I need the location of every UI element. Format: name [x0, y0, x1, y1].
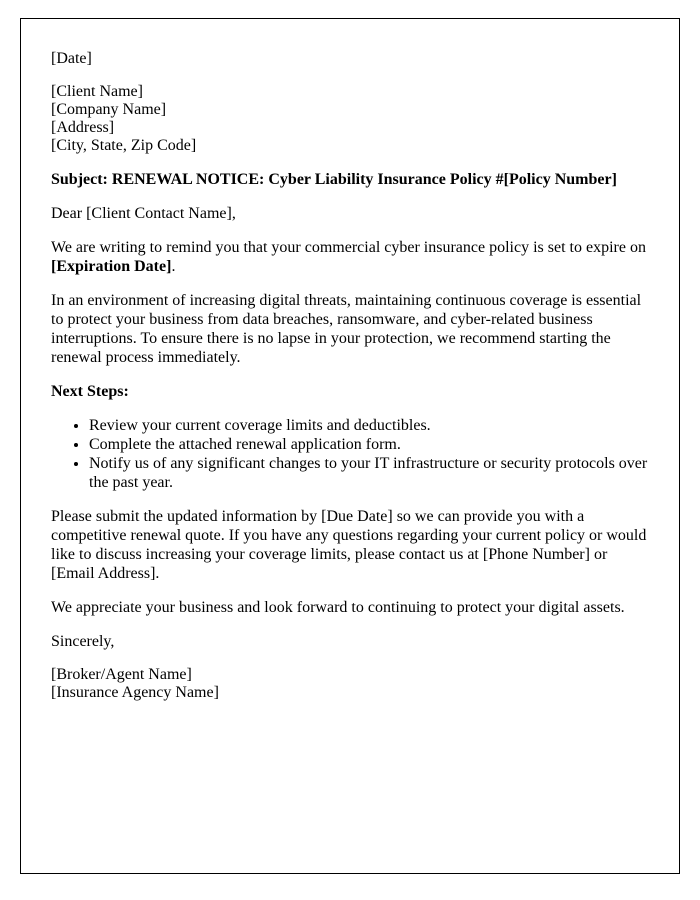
salutation: Dear [Client Contact Name], [51, 205, 236, 222]
subject-line: Subject: RENEWAL NOTICE: Cyber Liability Insurance Policy #[Policy Number] [51, 171, 617, 188]
signature-line-agency-name: [Insurance Agency Name] [51, 684, 219, 701]
signature-block [51, 666, 649, 702]
paragraph-environment: In an environment of increasing digital threats, maintaining continuous coverage is essential to protect your business from data breaches, ransomware, and cyber-related business interruptions. To ensure there is no lapse in your protection, we recommend starting the renewal process immediately. [51, 292, 642, 366]
letter-page [20, 18, 680, 874]
paragraph-submit: Please submit the updated information by [Due Date] so we can provide you with a competitive renewal quote. If you have any questions regarding your current policy or would like to discuss increasing your coverage limits, please contact us at [Phone Number] or [Email Address]. [51, 508, 647, 582]
next-steps-item: • Complete the attached renewal application form. [89, 435, 649, 454]
date-line: [Date] [51, 50, 92, 67]
recipient-line-client-name: [Client Name] [51, 83, 143, 100]
paragraph-expiration: We are writing to remind you that your commercial cyber insurance policy is set to expire on [Expiration Date]. [51, 239, 646, 275]
recipient-line-company-name: [Company Name] [51, 101, 167, 118]
recipient-line-address: [Address] [51, 119, 115, 136]
next-steps-list [51, 416, 649, 492]
signature-line-broker-name: [Broker/Agent Name] [51, 666, 192, 683]
closing: Sincerely, [51, 633, 115, 650]
recipient-line-city-state-zip: [City, State, Zip Code] [51, 137, 197, 154]
recipient-block [51, 83, 649, 155]
next-steps-item: • Review your current coverage limits and deductibles. [89, 416, 649, 435]
next-steps-item: • Notify us of any significant changes to your IT infrastructure or security protocols over the past year. [89, 454, 649, 492]
next-steps-heading: Next Steps: [51, 383, 129, 400]
paragraph-appreciate: We appreciate your business and look forward to continuing to protect your digital assets. [51, 599, 625, 616]
